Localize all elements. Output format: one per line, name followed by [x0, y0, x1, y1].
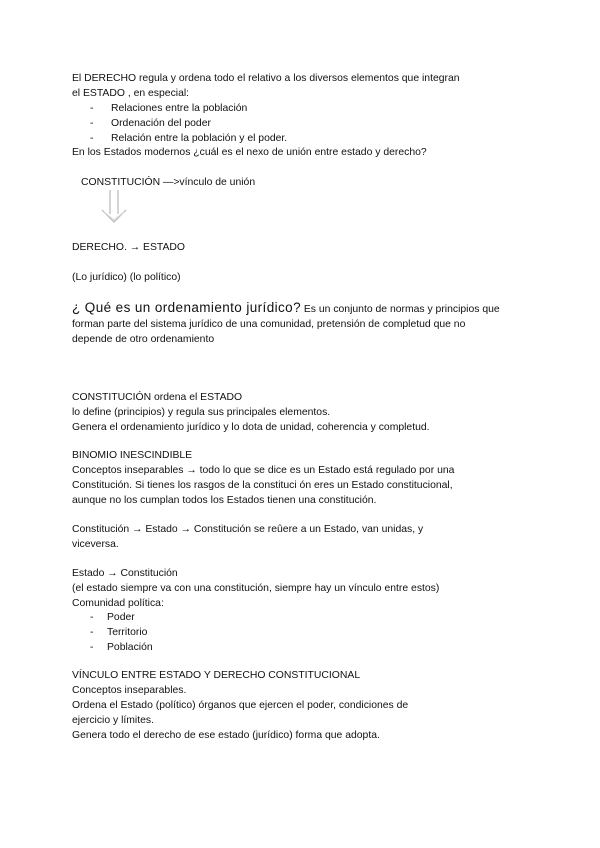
constitucion-ordena-line-3: Genera el ordenamiento jurídico y lo dota de unidad, coherencia y completud. — [72, 422, 430, 433]
bullet-dash: - — [90, 103, 94, 114]
intro-bullet-1: Relaciones entre la población — [111, 103, 248, 114]
intro-line-2: el ESTADO , en especial: — [72, 88, 190, 99]
intro-bullet-2: Ordenación del poder — [111, 118, 211, 129]
ordenamiento-line-2: forman parte del sistema jurídico de una comunidad, pretensión de completud que no — [72, 319, 466, 330]
binomio-line-3: aunque no los cumplan todos los Estados tienen una constitución. — [72, 495, 377, 506]
constitucion-ordena-line-1: CONSTITUCIÓN ordena el ESTADO — [72, 392, 243, 403]
constitucion-vinculo: CONSTITUCIÓN —>vínculo de unión — [81, 177, 256, 188]
estado-constitucion-line-1: Estado → Constitución — [72, 568, 178, 579]
juridico-politico: (Lo jurídico) (lo político) — [72, 272, 181, 283]
comunidad-bullet-3: Población — [107, 642, 153, 653]
constitucion-estado-line-2: viceversa. — [72, 539, 119, 550]
vinculo-heading: VÍNCULO ENTRE ESTADO Y DERECHO CONSTITUCIONAL — [72, 670, 361, 681]
vinculo-line-2: Ordena el Estado (político) órganos que ejercen el poder, condiciones de — [72, 700, 409, 711]
ordenamiento-line-1 — [72, 301, 500, 317]
vinculo-line-4: Genera todo el derecho de ese estado (jurídico) forma que adopta. — [72, 730, 380, 741]
derecho-estado: DERECHO. → ESTADO — [72, 242, 185, 253]
estado-constitucion-line-3: Comunidad política: — [72, 598, 164, 609]
ordenamiento-question: ¿ Qué es un ordenamiento jurídico? — [72, 300, 301, 315]
bullet-dash: - — [90, 612, 94, 623]
intro-line-1: El DERECHO regula y ordena todo el relativo a los diversos elementos que integran — [72, 73, 460, 84]
binomio-line-1: Conceptos inseparables → todo lo que se dice es un Estado está regulado por una — [72, 465, 455, 476]
down-arrow-icon — [96, 188, 132, 228]
bullet-dash: - — [90, 118, 94, 129]
bullet-dash: - — [90, 627, 94, 638]
comunidad-bullet-1: Poder — [107, 612, 135, 623]
comunidad-bullet-2: Territorio — [107, 627, 148, 638]
intro-question: En los Estados modernos ¿cuál es el nexo de unión entre estado y derecho? — [72, 147, 427, 158]
constitucion-ordena-line-2: lo define (principios) y regula sus principales elementos. — [72, 407, 331, 418]
bullet-dash: - — [90, 642, 94, 653]
intro-bullet-3: Relación entre la población y el poder. — [111, 133, 288, 144]
binomio-heading: BINOMIO INESCINDIBLE — [72, 450, 193, 461]
bullet-dash: - — [90, 133, 94, 144]
estado-constitucion-line-2: (el estado siempre va con una constitución, siempre hay un vínculo entre estos) — [72, 583, 440, 594]
ordenamiento-answer: Es un conjunto de normas y principios que — [300, 304, 500, 315]
vinculo-line-1: Conceptos inseparables. — [72, 685, 187, 696]
vinculo-line-3: ejercicio y límites. — [72, 715, 154, 726]
binomio-line-2: Constitución. Si tienes los rasgos de la constituci ón eres un Estado constitucional, — [72, 480, 453, 491]
constitucion-estado-line-1: Constitución → Estado → Constitución se reûere a un Estado, van unidas, y — [72, 524, 424, 535]
ordenamiento-line-3: depende de otro ordenamiento — [72, 334, 215, 345]
